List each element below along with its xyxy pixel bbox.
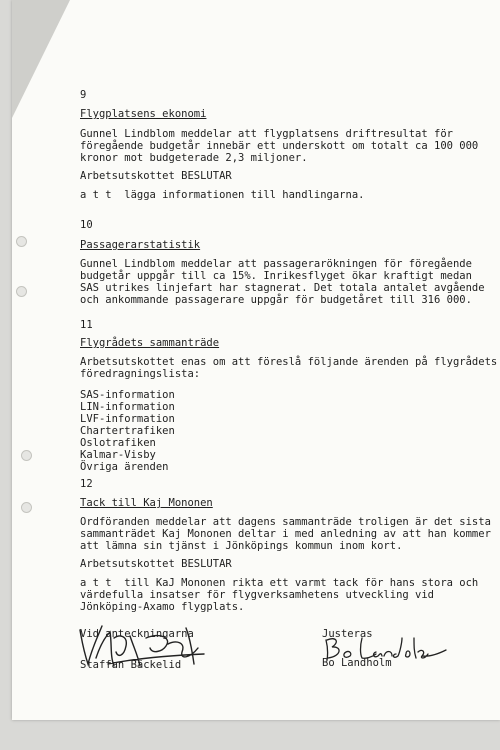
paragraph-line: Gunnel Lindblom meddelar att flygplatsens driftresultat för — [80, 128, 453, 140]
list-item: Chartertrafiken — [80, 425, 175, 437]
section-heading: Flygplatsens ekonomi — [80, 108, 207, 120]
signature-name-left: Staffan Bäckelid — [80, 659, 182, 671]
list-item: Övriga ärenden — [80, 461, 169, 473]
paragraph-line: Ordföranden meddelar att dagens sammanträde troligen är det sista — [80, 516, 491, 528]
handwritten-signature-right — [318, 632, 453, 664]
punch-hole — [21, 450, 32, 461]
paragraph-line: Arbetsutskottet enas om att föreslå följande ärenden på flygrådets — [80, 356, 498, 368]
paragraph-line: föregående budgetår innebär ett underskott om totalt ca 100 000 — [80, 140, 479, 152]
paragraph-line: SAS utrikes linjefart har stagnerat. Det totala antalet avgående — [80, 282, 485, 294]
section-number: 10 — [80, 219, 93, 231]
decision-line: värdefulla insatser för flygverksamhetens utveckling vid — [80, 589, 435, 601]
section-number: 11 — [80, 319, 93, 331]
folded-corner — [12, 0, 70, 118]
signature-name-right: Bo Landholm — [322, 657, 392, 669]
paragraph-line: och ankommande passagerare uppgår för budgetåret till 316 000. — [80, 294, 472, 306]
punch-hole — [16, 286, 27, 297]
section-heading: Tack till Kaj Mononen — [80, 497, 213, 509]
list-item: LVF-information — [80, 413, 175, 425]
signature-label-right: Justeras — [322, 628, 373, 640]
section-heading: Passagerarstatistik — [80, 239, 201, 251]
paragraph-line: att lämna sin tjänst i Jönköpings kommun inom kort. — [80, 540, 403, 552]
list-item: SAS-information — [80, 389, 175, 401]
decision-text: a t t lägga informationen till handlingarna. — [80, 189, 365, 201]
list-item: LIN-information — [80, 401, 175, 413]
paragraph-line: budgetår uppgår till ca 15%. Inrikesflyget ökar kraftigt medan — [80, 270, 472, 282]
list-item: Oslotrafiken — [80, 437, 156, 449]
decision-label: Arbetsutskottet BESLUTAR — [80, 558, 232, 570]
section-number: 12 — [80, 478, 93, 490]
handwritten-signature-left — [68, 608, 218, 678]
paragraph-line: föredragningslista: — [80, 368, 201, 380]
list-item: Kalmar-Visby — [80, 449, 156, 461]
punch-hole — [21, 502, 32, 513]
section-heading: Flygrådets sammanträde — [80, 337, 220, 349]
section-number: 9 — [80, 89, 87, 101]
paragraph-line: Gunnel Lindblom meddelar att passagerarökningen för föregående — [80, 258, 472, 270]
paragraph-line: kronor mot budgeterade 2,3 miljoner. — [80, 152, 308, 164]
decision-line: Jönköping-Axamo flygplats. — [80, 601, 245, 613]
decision-label: Arbetsutskottet BESLUTAR — [80, 170, 232, 182]
paragraph-line: sammanträdet Kaj Mononen deltar i med anledning av att han kommer — [80, 528, 491, 540]
decision-line: a t t till KaJ Mononen rikta ett varmt tack för hans stora och — [80, 577, 479, 589]
punch-hole — [16, 236, 27, 247]
signature-label-left: Vid anteckningarna — [80, 628, 194, 640]
